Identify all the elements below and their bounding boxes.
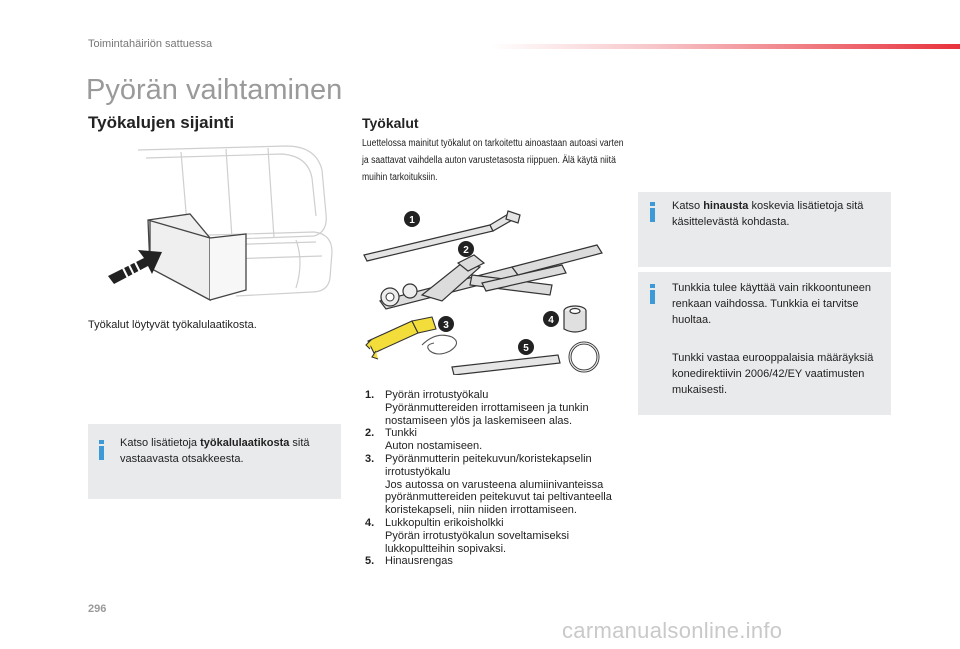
svg-text:1: 1 (409, 215, 415, 226)
jack-info-text-2: Tunkki vastaa eurooppalaisia määräyksiä konedirektiivin 2006/42/EY vaatimusten mukaisesti. (672, 352, 874, 396)
callout-5 (518, 339, 534, 355)
toolbox-info-box (88, 424, 341, 499)
list-item: 1. Pyörän irrotustyökalu Pyöränmuttereiden irrottamiseen ja tunkin nostamiseen ylös ja laskemiseen alas. (365, 389, 589, 427)
page-number: 296 (88, 603, 107, 615)
towing-info-text: Katso hinausta koskevia lisätietoja sitä käsittelevästä kohdasta. (672, 200, 864, 228)
watermark: carmanualsonline.info (562, 618, 783, 643)
tools-illustration (362, 205, 612, 375)
towing-info-box (638, 192, 891, 267)
svg-text:3: 3 (443, 320, 449, 331)
info-icon (650, 202, 655, 222)
jack-info-box (638, 272, 891, 415)
svg-text:4: 4 (548, 315, 554, 326)
list-item: 4. Lukkopultin erikoisholkki Pyörän irrotustyökalun soveltamiseksi lukkopultteihin sopivaksi. (365, 516, 570, 555)
toolbox-info-text: Katso lisätietoja työkalulaatikosta sitä vastaavasta otsakkeesta. (120, 437, 310, 465)
header-accent-bar (490, 44, 960, 49)
page-title: Pyörän vaihtaminen (86, 74, 343, 106)
info-icon (650, 284, 655, 304)
location-heading: Työkalujen sijainti (88, 113, 235, 132)
svg-text:2: 2 (463, 245, 469, 256)
location-text: Työkalut löytyvät työkalulaatikosta. (88, 319, 257, 331)
list-item: 2. Tunkki Auton nostamiseen. (365, 427, 483, 453)
jack-info-text-1: Tunkkia tulee käyttää vain rikkoontuneen renkaan vaihdossa. Tunkkia ei tarvitse huoltaa. (672, 282, 871, 326)
callout-3 (438, 316, 454, 332)
tools-intro: Luettelossa mainitut työkalut on tarkoitettu ainoastaan autoasi varten ja saattavat vaihdella auton varustetasosta riippuen. Älä käytä niitä muihin tarkoituksiin. (362, 138, 624, 183)
list-item: 5. Hinausrengas (365, 555, 453, 568)
callout-4 (543, 311, 559, 327)
tools-list (365, 389, 635, 568)
callout-1 (404, 211, 420, 227)
svg-text:5: 5 (523, 343, 529, 354)
tools-heading: Työkalut (362, 115, 419, 131)
list-item: 3. Pyöränmutterin peitekuvun/koristekapselin irrotustyökalu Jos autossa on varusteena alumiinivanteissa pyöränmuttereiden peitekuvut tai peltivanteella koristekapseli, niin niiden irrottamiseen. (365, 452, 612, 517)
seat-toolbox-illustration (86, 140, 341, 302)
section-label: Toimintahäiriön sattuessa (88, 38, 213, 50)
info-icon (99, 440, 104, 460)
callout-2 (458, 241, 474, 257)
